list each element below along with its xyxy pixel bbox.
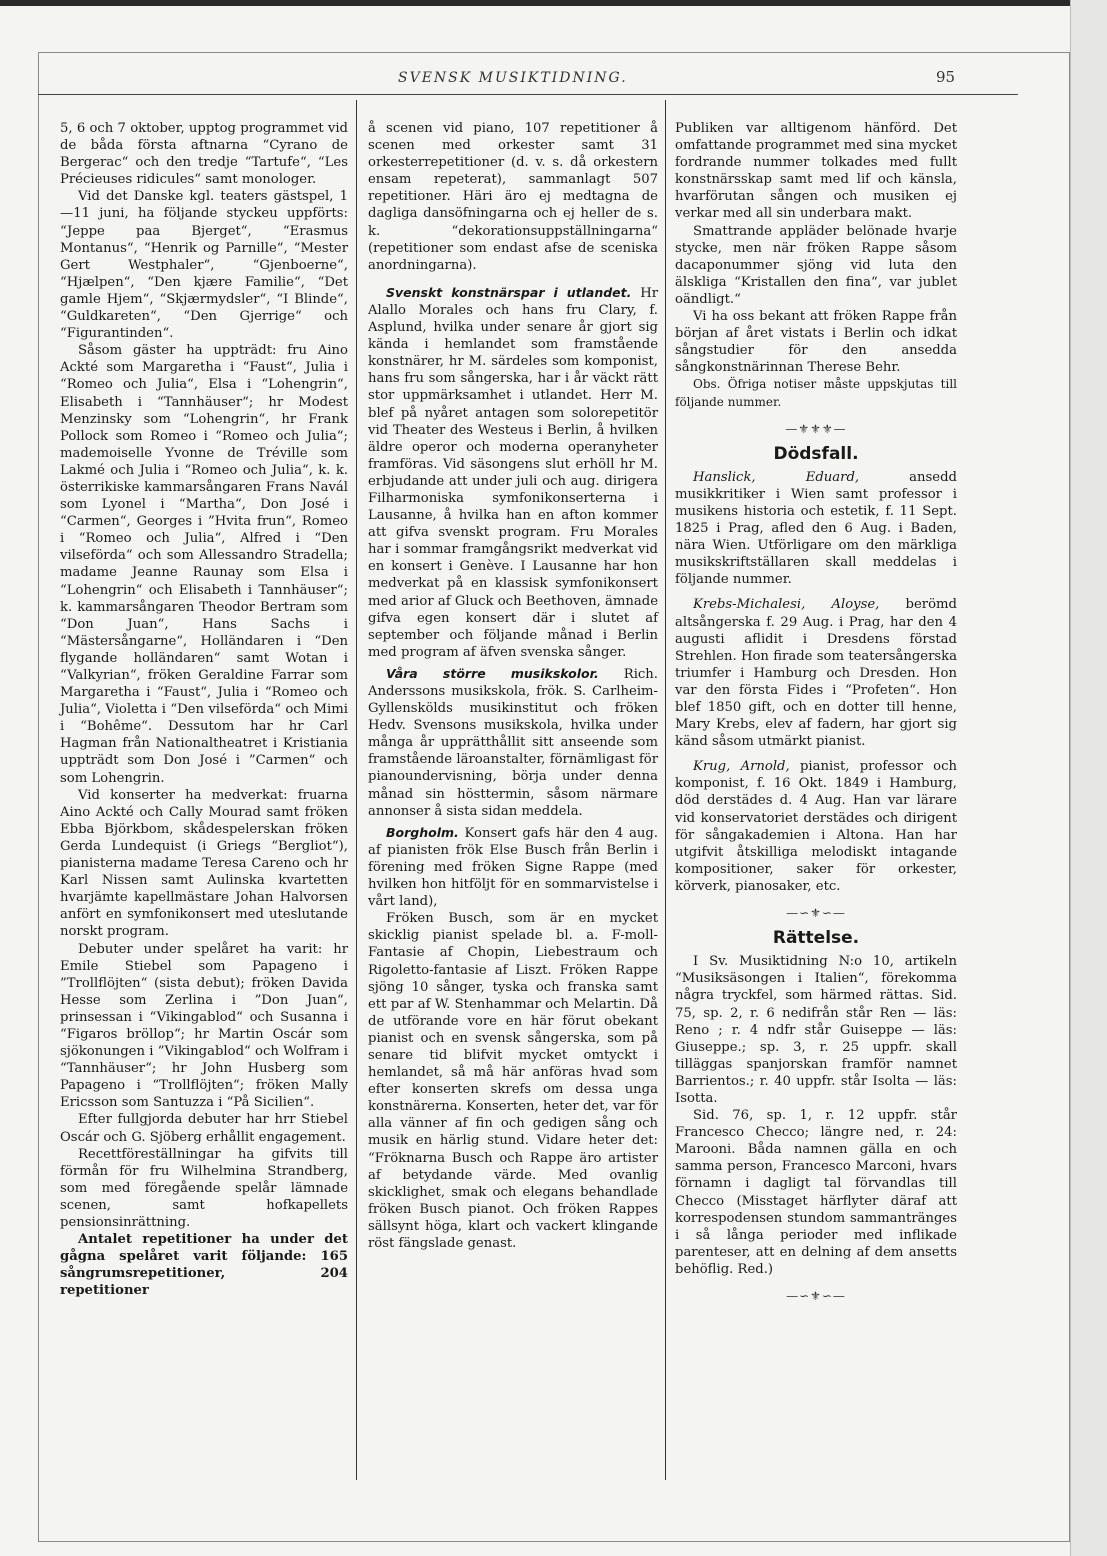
paragraph: Vid konserter ha medverkat: fruarna Aino Ackté och Cally Mourad samt fröken Ebba Björkbom, skådespelerskan fröken Gerda Lundequist (i Griegs “Bergliot“), pianisterna madame Teresa Careno och hr Karl Nissen samt Aulinska kvartetten hvarjämte kapellmästare Johan Halvorsen anfört en symfonikonsert med uteslutande norskt program. bbox=[60, 787, 348, 940]
article-borgholm bbox=[368, 824, 658, 910]
header-rule bbox=[38, 94, 1018, 95]
column-1 bbox=[60, 120, 348, 1299]
article-musikskolor bbox=[368, 665, 658, 820]
paragraph: Recettföreställningar ha gifvits till förmån för fru Wilhelmina Strandberg, som med föregående spelår lämnade scenen, samt hofkapellets pensionsinrättning. bbox=[60, 1146, 348, 1230]
newspaper-page bbox=[38, 52, 1070, 1542]
obituary-text: ansedd musikkritiker i Wien samt professor i musikens historia och estetik, f. 11 Sept. 1825 i Prag, afled den 6 Aug. i Baden, nära Wien. Utförligare om den märkliga musikskriftställaren skall meddelas i följande nummer. bbox=[675, 469, 957, 588]
paragraph: å scenen vid piano, 107 repetitioner å scenen med orkester samt 31 orkesterrepetitioner (d. v. s. då orkestern ensam repeterat), sammanlagt 507 repetitioner. Häri äro ej medtagna de dagliga dansöfningarna och ej heller de s. k. “dekorationsuppställningarna“ (repetitioner som endast afse de sceniska anordningarna). bbox=[368, 121, 658, 273]
paragraph: Smattrande appläder belönade hvarje stycke, men när fröken Rappe såsom dacaponummer sjöng vid luta den älskliga “Kristallen den fina“, var jublet oändligt.“ bbox=[675, 223, 957, 307]
paragraph: Efter fullgjorda debuter har hrr Stiebel Oscár och G. Sjöberg erhållit engagement. bbox=[60, 1112, 348, 1145]
editor-note: Obs. Öfriga notiser måste uppskjutas till följande nummer. bbox=[675, 377, 957, 409]
obituary-hanslick bbox=[675, 469, 957, 589]
ornament-divider: —∽⚜∽— bbox=[786, 1289, 846, 1303]
paragraph: I Sv. Musiktidning N:o 10, artikeln “Musiksäsongen i Italien“, förekomma några tryckfel, som härmed rättas. Sid. 75, sp. 2, r. 6 nedifrån står Ren — läs: Reno ; r. 4 ndfr står Guiseppe — läs: Giuseppe.; sp. 3, r. 25 uppfr. skall tilläggas spanjorskan framför namnet Barrientos.; r. 40 uppfr. står Isolta — läs: Isotta. bbox=[675, 954, 957, 1106]
section-heading: Svenskt konstnärspar i utlandet. bbox=[386, 284, 632, 300]
column-divider-2 bbox=[665, 100, 666, 1480]
paragraph: Fröken Busch, som är en mycket skicklig pianist spelade bl. a. F-moll-Fantasie af Chopin, Liebestraum och Rigoletto-fantasie af Liszt. Fröken Rappe sjöng 10 sånger, tyska och franska samt ett par af W. Stenhammar och Melartin. Då de utförande vore en här förut obekant pianist och en svensk sångerska, som på senare tid blifvit mycket omtyckt i hemlandet, så må här anföras hvad som efter konserten skrefs om dessa unga konstnärerna. Konserten, heter det, var för alla vänner af fin och gedigen sång och musik en härlig stund. Vidare heter det: “Fröknarna Busch och Rappe äro artister af betydande värde. Med ovanlig skicklighet, smak och elegans behandlade fröken Busch pianot. Och fröken Rappes sällsynt höga, klart och vackert klingande röst fängslade genast. bbox=[368, 911, 658, 1251]
article-konstnarspar bbox=[368, 284, 658, 661]
obituary-krebs bbox=[675, 596, 957, 750]
paragraph: Vid det Danske kgl. teaters gästspel, 1—11 juni, ha följande styckeu uppförts: “Jeppe paa Bjerget“, “Erasmus Montanus“, “Henrik og Parnille“, “Mester Gert Westphaler“, “Gjenboerne“, “Hjælpen“, “Den kjære Familie“, “Det gamle Hjem“, “Skjærmydsler“, “I Blinde“, “Guldkareten“, “Den Gjerrige“ och “Figurantinden“. bbox=[60, 189, 348, 342]
paragraph: Sid. 76, sp. 1, r. 12 uppfr. står Francesco Checco; längre ned, r. 24: Marooni. Båda namnen gälla en och samma person, Francesco Marconi, hvars förnamn i dagligt tal förvandlas till Checco (Misstaget härflyter däraf att korrespodensen stundom sammantränges i så långa perioder med inflikade parenteser, att en delning af dem ansetts behöflig. Red.) bbox=[675, 1108, 957, 1277]
column-2 bbox=[368, 120, 658, 1252]
column-divider-1 bbox=[356, 100, 357, 1480]
obituary-name: Krebs-Michalesi, Aloyse, bbox=[693, 597, 880, 613]
column-3 bbox=[675, 120, 957, 1309]
ornament-divider: —∽⚜∽— bbox=[786, 906, 846, 921]
deaths-heading: Dödsfall. bbox=[773, 443, 859, 464]
publication-title: SVENSK MUSIKTIDNING. bbox=[398, 70, 628, 86]
article-text: Konsert gafs här den 4 aug. af pianisten frök Else Busch från Berlin i förening med fröken Signe Rappe (med hvilken hon hitföljt för en sommarvistelse i vårt land), bbox=[368, 825, 658, 910]
correction-heading: Rättelse. bbox=[772, 928, 860, 949]
ornament-divider: —⚜⚜⚜— bbox=[785, 421, 847, 436]
article-text: Hr Alallo Morales och hans fru Clary, f. Asplund, hvilka under senare år gjort sig kända i hemlandet som framstående konstnärer, hr M. särdeles som komponist, hans fru som sångerska, har i år väckt rätt stor uppmärksamhet i utlandet. Herr M. blef på nyåret antagen som solorepetitör vid Theater des Westeus i Berlin, å hvilken äldre operor och moderna operanyheter framföras. Vid säsongens slut erhöll hr M. erbjudande att under juli och aug. dirigera Filharmoniska symfonikonserterna i Lausanne, å hvilka han en afton kommer att gifva svenskt program. Fru Morales har i sommar framgångsrikt medverkat vid en konsert i Genève. I Lausanne har hon medverkat på en klassisk symfonikonsert med arior af Gluck och Beethoven, ämnade gifva egen konsert där i slutet af september och följande månad i Berlin med program af äfven svenska sånger. bbox=[368, 285, 658, 660]
paragraph: Publiken var alltigenom hänförd. Det omfattande programmet med sina mycket fordrande nummer tolkades med fullt konstnärsskap samt med lif och känsla, hvarförutan sången och musiken ej verkar med all sin underbara makt. bbox=[675, 121, 957, 222]
paragraph: Debuter under spelåret ha varit: hr Emile Stiebel som Papageno i ”Trollflöjten“ (sista debut); fröken Davida Hesse som Zerlina i ”Don Juan“, prinsessan i “Vikingablod“ och Susanna i “Figaros bröllop“; hr Martin Oscár som sjökonungen i ”Vikingablod“ och Wolfram i “Tannhäuser“; hr John Husberg som Papageno i “Trollflöjten“; fröken Mally Ericsson som Santuzza i “På Sicilien“. bbox=[60, 941, 348, 1111]
page-header bbox=[38, 64, 1038, 94]
obituary-text: pianist, professor och komponist, f. 16 Okt. 1849 i Hamburg, död derstädes d. 4 Aug. Han var lärare vid konservatoriet derstädes och dirigent för sångakademien i Altona. Han har utgifvit åtskilliga melodiskt intagande kompositioner, saker för orkester, körverk, pianosaker, etc. bbox=[675, 759, 957, 894]
obituary-name: Krug, Arnold, bbox=[693, 759, 790, 775]
obituary-name: Hanslick, Eduard, bbox=[693, 469, 860, 485]
page-number: 95 bbox=[936, 68, 956, 86]
scan-edge-top bbox=[0, 0, 1107, 6]
paragraph: Såsom gäster ha uppträdt: fru Aino Ackté som Margaretha i “Faust“, Julia i “Romeo och Julia“, Elsa i “Lohengrin“, Elisabeth i “Tannhäuser“; hr Modest Menzinsky som “Lohengrin“, hr Frank Pollock som Romeo i “Romeo och Julia“; mademoiselle Yvonne de Tréville som Lakmé och Julia i “Romeo och Julia“, k. k. österrikiske kammarsångaren Frans Navál som Lyonel i “Martha“, Don José i “Carmen“, Georges i ”Hvita frun“, Romeo i “Romeo och Julia“, Alfred i “Den vilseförda“ och som Allessandro Stradella; madame Jeanne Raunay som Elsa i “Lohengrin“ och Elisabeth i Tannhäuser“; k. kammarsångaren Theodor Bertram som “Don Juan“, Hans Sachs i “Mästersångarne“, Holländaren i “Den flygande holländaren“ samt Wotan i “Valkyrian“, fröken Geraldine Farrar som Margaretha i “Faust“, Julia i “Romeo och Julia“, Violetta i “Den vilseförda“ och Mimi i “Bohême“. Dessutom har hr Carl Hagman från Nationaltheatret i Kristiania uppträdt som Don José i ”Carmen“ och som Lohengrin. bbox=[60, 343, 348, 786]
paragraph: 5, 6 och 7 oktober, upptog programmet vid de båda första aftnarna “Cyrano de Bergerac“ och den tredje “Tartufe“, “Les Précieuses ridicules“ samt monologer. bbox=[60, 121, 348, 188]
scan-edge-right bbox=[1070, 0, 1107, 1556]
obituary-text: berömd altsångerska f. 29 Aug. i Prag, har den 4 augusti aflidit i Dresdens förstad Strehlen. Hon firade som teatersångerska triumfer i Hamburg och Dresden. Hon var den första Fides i “Profeten“. Hon blef 1850 gift, och en dotter till henne, Mary Krebs, elev af fadern, har gjort sig känd såsom utmärkt pianist. bbox=[675, 597, 957, 750]
paragraph: Antalet repetitioner ha under det gågna spelåret varit följande: 165 sångrumsrepetitioner, 204 repetitioner bbox=[60, 1232, 348, 1299]
section-heading: Borgholm. bbox=[386, 824, 459, 840]
section-heading: Våra större musikskolor. bbox=[386, 665, 599, 681]
article-text: Rich. Anderssons musikskola, frök. S. Carlheim-Gyllenskölds musikinstitut och fröken Hedv. Svensons musikskola, hvilka under många år upprätthållit sitt anseende som framstående läroanstalter, förnämligast för pianoundervisning, börja under denna månad sin hösttermin, såsom närmare annonser å sista sidan meddela. bbox=[368, 666, 658, 819]
paragraph: Vi ha oss bekant att fröken Rappe från början af året vistats i Berlin och idkat sångstudier för den ansedda sångkonstnärinnan Therese Behr. bbox=[675, 309, 957, 376]
obituary-krug bbox=[675, 758, 957, 895]
